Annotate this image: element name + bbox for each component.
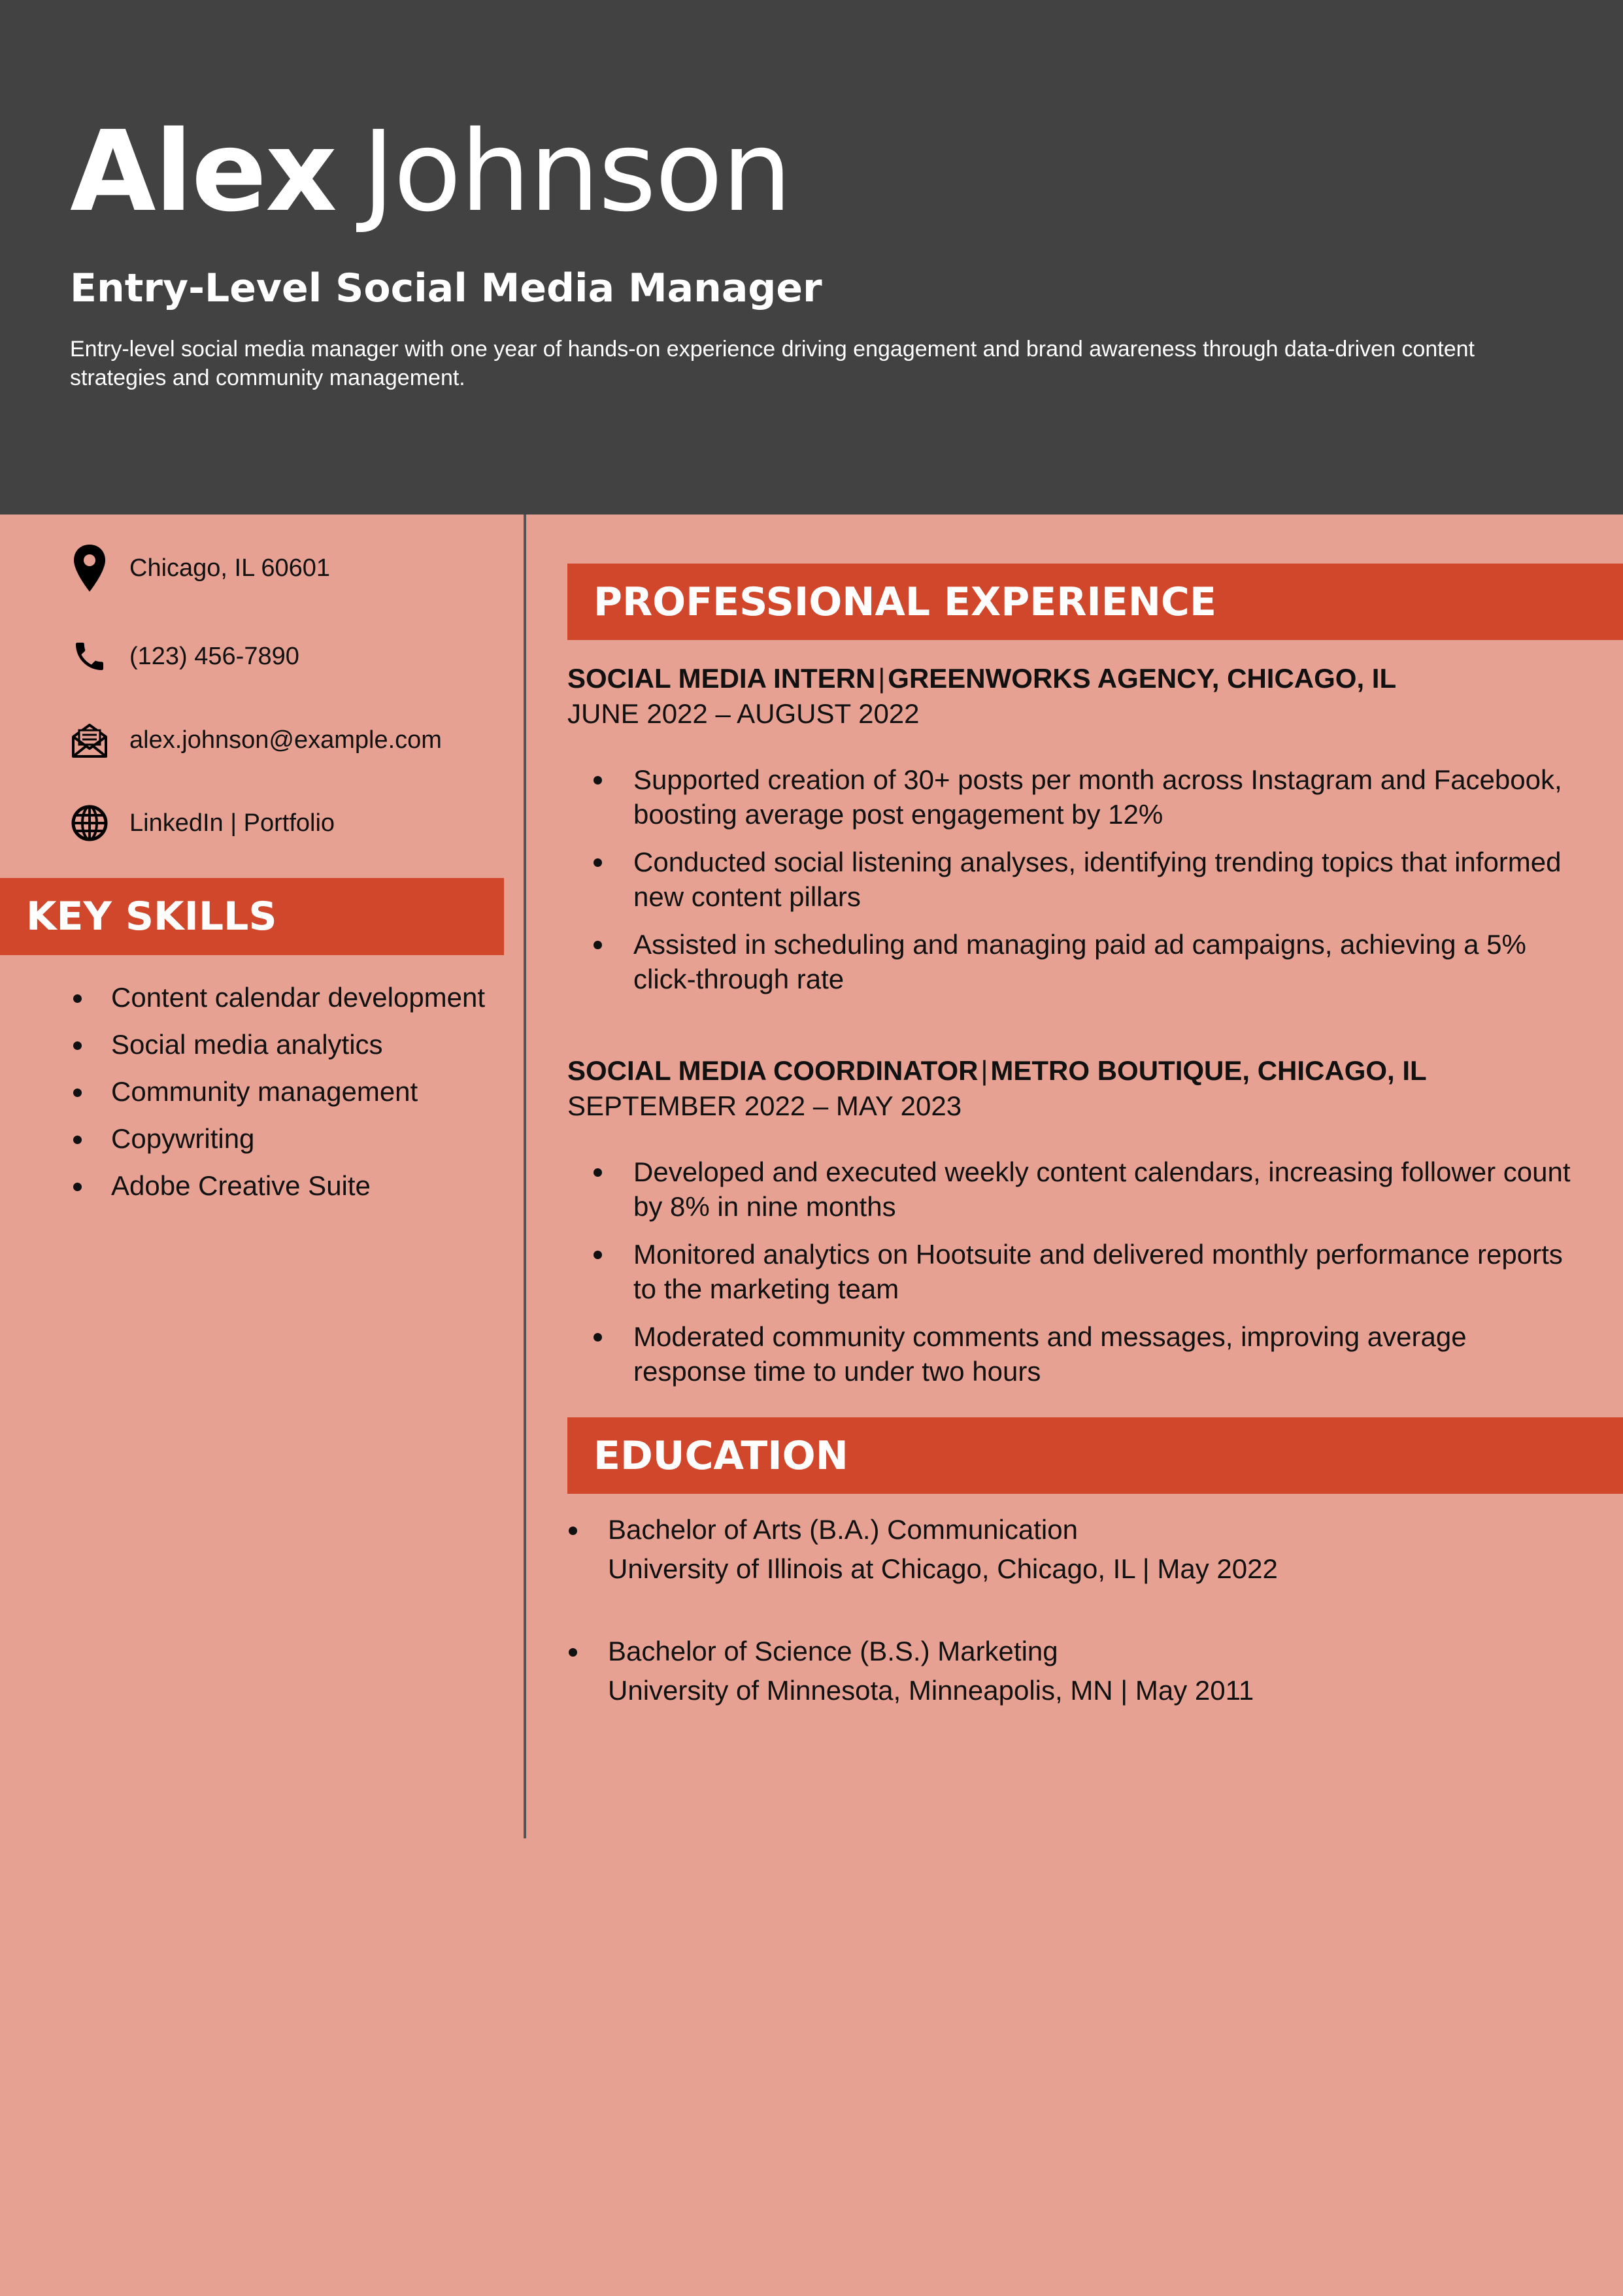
contact-phone — [70, 630, 299, 683]
contact-email — [70, 714, 442, 766]
degree-text: Bachelor of Science (B.S.) Marketing — [608, 1636, 1058, 1666]
job-title-text: SOCIAL MEDIA INTERN — [567, 663, 876, 694]
education-heading: EDUCATION — [567, 1417, 1623, 1494]
job-bullets — [567, 762, 1587, 996]
experience-heading: PROFESSIONAL EXPERIENCE — [567, 564, 1623, 640]
job-header — [567, 1053, 1587, 1089]
job-header — [567, 660, 1587, 697]
map-pin-icon — [70, 545, 109, 591]
contact-location — [70, 542, 330, 594]
job-title-text: SOCIAL MEDIA COORDINATOR — [567, 1055, 979, 1086]
job-entry — [567, 1053, 1587, 1402]
school-text: University of Illinois at Chicago, Chicago, IL | May 2022 — [608, 1553, 1278, 1584]
profile-links[interactable]: LinkedIn | Portfolio — [129, 809, 335, 837]
separator: | — [980, 1055, 988, 1086]
degree-text: Bachelor of Arts (B.A.) Communication — [608, 1514, 1078, 1545]
contact-links — [70, 797, 335, 849]
location-text: Chicago, IL 60601 — [129, 554, 331, 582]
skill-item: Copywriting — [70, 1115, 485, 1162]
education-entry — [567, 1632, 1587, 1710]
bullet-item: Conducted social listening analyses, identifying trending topics that informed new content pillars — [567, 845, 1587, 914]
skill-item: Content calendar development — [70, 974, 485, 1021]
education-entry — [567, 1510, 1587, 1589]
column-divider — [524, 515, 526, 1838]
resume-header — [0, 0, 1623, 515]
email-link[interactable]: alex.johnson@example.com — [129, 726, 442, 754]
last-name: Johnson — [361, 107, 791, 237]
job-bullets — [567, 1155, 1587, 1389]
job-dates: JUNE 2022 – AUGUST 2022 — [567, 698, 920, 729]
company-text: METRO BOUTIQUE, CHICAGO, IL — [990, 1055, 1427, 1086]
school-text: University of Minnesota, Minneapolis, MN | May 2011 — [608, 1675, 1254, 1706]
job-dates: SEPTEMBER 2022 – MAY 2023 — [567, 1090, 962, 1121]
bullet-item: Developed and executed weekly content calendars, increasing follower count by 8% in nine months — [567, 1155, 1587, 1224]
job-entry — [567, 660, 1587, 1009]
skill-item: Adobe Creative Suite — [70, 1162, 485, 1209]
candidate-name — [70, 107, 791, 237]
bullet-item: Assisted in scheduling and managing paid ad campaigns, achieving a 5% click-through rate — [567, 927, 1587, 996]
skills-list — [70, 974, 485, 1209]
phone-icon — [70, 633, 109, 679]
mail-icon — [70, 717, 109, 763]
company-text: GREENWORKS AGENCY, CHICAGO, IL — [888, 663, 1397, 694]
skill-item: Social media analytics — [70, 1021, 485, 1068]
phone-text[interactable]: (123) 456-7890 — [129, 642, 299, 670]
bullet-item: Moderated community comments and messages, improving average response time to under two hours — [567, 1319, 1587, 1389]
bullet-item: Monitored analytics on Hootsuite and delivered monthly performance reports to the marketing team — [567, 1237, 1587, 1306]
skills-heading: KEY SKILLS — [0, 878, 504, 955]
skill-item: Community management — [70, 1068, 485, 1115]
bullet-item: Supported creation of 30+ posts per month across Instagram and Facebook, boosting average post engagement by 12% — [567, 762, 1587, 832]
job-title: Entry-Level Social Media Manager — [70, 265, 822, 311]
education-item — [567, 1632, 1587, 1710]
globe-icon — [70, 800, 109, 846]
separator: | — [878, 663, 886, 694]
profile-summary: Entry-level social media manager with one year of hands-on experience driving engagement and brand awareness through data-driven content strategies and community management. — [70, 337, 1475, 390]
education-item — [567, 1510, 1587, 1589]
first-name: Alex — [70, 107, 336, 237]
